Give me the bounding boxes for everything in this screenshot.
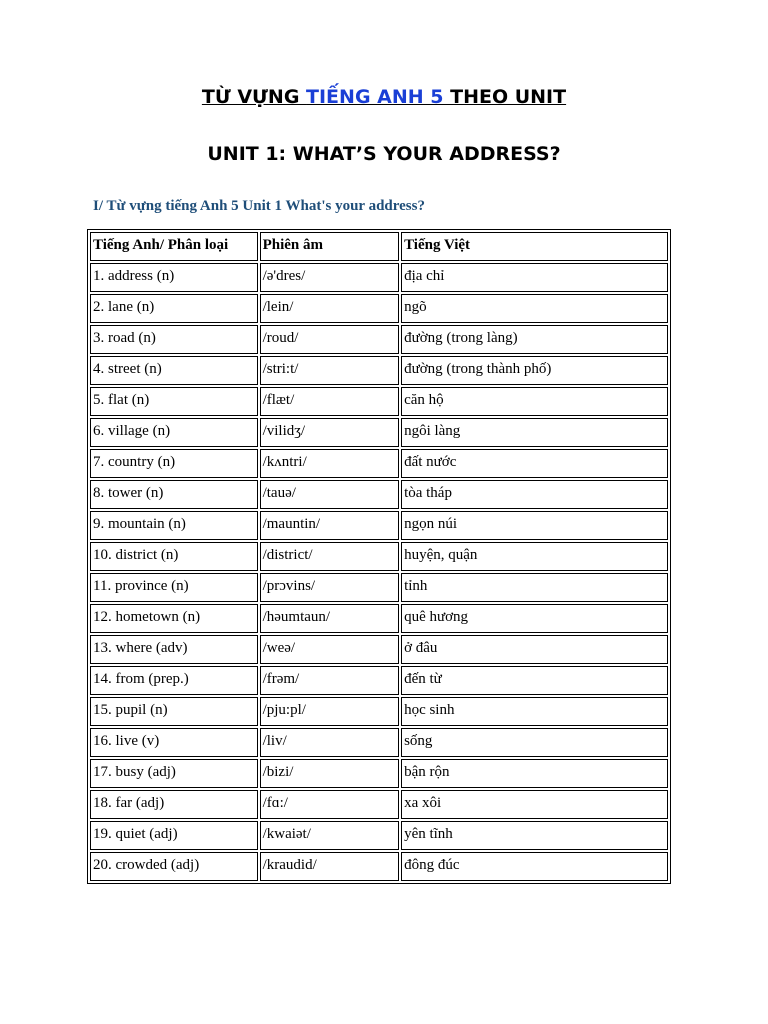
cell-english: 16. live (v) xyxy=(90,728,258,757)
cell-pronunciation: /ə'dres/ xyxy=(260,263,399,292)
cell-vietnamese: đường (trong làng) xyxy=(401,325,668,354)
cell-english: 1. address (n) xyxy=(90,263,258,292)
title-text-start: TỪ VỰNG xyxy=(201,86,307,108)
cell-english: 12. hometown (n) xyxy=(90,604,258,633)
cell-english: 10. district (n) xyxy=(90,542,258,571)
cell-english: 7. country (n) xyxy=(90,449,258,478)
table-row xyxy=(90,821,668,850)
table-row xyxy=(90,666,668,695)
cell-pronunciation: /liv/ xyxy=(260,728,399,757)
cell-english: 20. crowded (adj) xyxy=(90,852,258,881)
cell-english: 5. flat (n) xyxy=(90,387,258,416)
table-row xyxy=(90,511,668,540)
table-row xyxy=(90,263,668,292)
cell-english: 3. road (n) xyxy=(90,325,258,354)
cell-vietnamese: yên tĩnh xyxy=(401,821,668,850)
table-row xyxy=(90,790,668,819)
cell-pronunciation: /lein/ xyxy=(260,294,399,323)
table-row xyxy=(90,480,668,509)
cell-vietnamese: đất nước xyxy=(401,449,668,478)
cell-english: 15. pupil (n) xyxy=(90,697,258,726)
cell-pronunciation: /weə/ xyxy=(260,635,399,664)
vocabulary-table xyxy=(87,229,671,884)
cell-english: 19. quiet (adj) xyxy=(90,821,258,850)
cell-pronunciation: /mauntin/ xyxy=(260,511,399,540)
cell-pronunciation: /prɔvins/ xyxy=(260,573,399,602)
cell-pronunciation: /kraudid/ xyxy=(260,852,399,881)
cell-vietnamese: ngôi làng xyxy=(401,418,668,447)
table-header-row xyxy=(90,232,668,261)
cell-vietnamese: địa chỉ xyxy=(401,263,668,292)
table-row xyxy=(90,604,668,633)
cell-vietnamese: xa xôi xyxy=(401,790,668,819)
cell-vietnamese: ở đâu xyxy=(401,635,668,664)
page-title xyxy=(0,86,768,108)
cell-pronunciation: /district/ xyxy=(260,542,399,571)
title-link[interactable]: TIẾNG ANH 5 xyxy=(306,86,444,108)
unit-heading: UNIT 1: WHAT’S YOUR ADDRESS? xyxy=(207,143,561,165)
table-row xyxy=(90,542,668,571)
table-row xyxy=(90,294,668,323)
column-header-english: Tiếng Anh/ Phân loại xyxy=(90,232,258,261)
cell-vietnamese: học sinh xyxy=(401,697,668,726)
cell-english: 17. busy (adj) xyxy=(90,759,258,788)
cell-vietnamese: ngọn núi xyxy=(401,511,668,540)
cell-vietnamese: quê hương xyxy=(401,604,668,633)
cell-pronunciation: /vilidʒ/ xyxy=(260,418,399,447)
cell-pronunciation: /flæt/ xyxy=(260,387,399,416)
cell-english: 14. from (prep.) xyxy=(90,666,258,695)
cell-english: 2. lane (n) xyxy=(90,294,258,323)
cell-vietnamese: tòa tháp xyxy=(401,480,668,509)
cell-english: 13. where (adv) xyxy=(90,635,258,664)
table-row xyxy=(90,728,668,757)
cell-pronunciation: /stri:t/ xyxy=(260,356,399,385)
cell-english: 11. province (n) xyxy=(90,573,258,602)
table-row xyxy=(90,356,668,385)
table-row xyxy=(90,759,668,788)
cell-english: 6. village (n) xyxy=(90,418,258,447)
cell-vietnamese: bận rộn xyxy=(401,759,668,788)
column-header-vietnamese: Tiếng Việt xyxy=(401,232,668,261)
cell-pronunciation: /kʌntri/ xyxy=(260,449,399,478)
cell-pronunciation: /kwaiət/ xyxy=(260,821,399,850)
table-row xyxy=(90,449,668,478)
cell-pronunciation: /həumtaun/ xyxy=(260,604,399,633)
cell-english: 18. far (adj) xyxy=(90,790,258,819)
table-row xyxy=(90,387,668,416)
cell-pronunciation: /fɑ:/ xyxy=(260,790,399,819)
table-row xyxy=(90,697,668,726)
cell-english: 8. tower (n) xyxy=(90,480,258,509)
table-row xyxy=(90,573,668,602)
table-row xyxy=(90,635,668,664)
cell-vietnamese: ngõ xyxy=(401,294,668,323)
column-header-pronunciation: Phiên âm xyxy=(260,232,399,261)
table-row xyxy=(90,418,668,447)
cell-pronunciation: /roud/ xyxy=(260,325,399,354)
table-row xyxy=(90,852,668,881)
section-heading: I/ Từ vựng tiếng Anh 5 Unit 1 What's your address? xyxy=(93,198,425,214)
table-body xyxy=(90,263,668,881)
cell-vietnamese: sống xyxy=(401,728,668,757)
cell-vietnamese: đường (trong thành phố) xyxy=(401,356,668,385)
cell-pronunciation: /frəm/ xyxy=(260,666,399,695)
table-row xyxy=(90,325,668,354)
cell-vietnamese: đến từ xyxy=(401,666,668,695)
cell-vietnamese: căn hộ xyxy=(401,387,668,416)
cell-english: 9. mountain (n) xyxy=(90,511,258,540)
cell-vietnamese: huyện, quận xyxy=(401,542,668,571)
cell-english: 4. street (n) xyxy=(90,356,258,385)
cell-pronunciation: /pju:pl/ xyxy=(260,697,399,726)
cell-pronunciation: /bizi/ xyxy=(260,759,399,788)
title-text-end: THEO UNIT xyxy=(443,86,567,108)
cell-vietnamese: đông đúc xyxy=(401,852,668,881)
cell-pronunciation: /tauə/ xyxy=(260,480,399,509)
cell-vietnamese: tỉnh xyxy=(401,573,668,602)
